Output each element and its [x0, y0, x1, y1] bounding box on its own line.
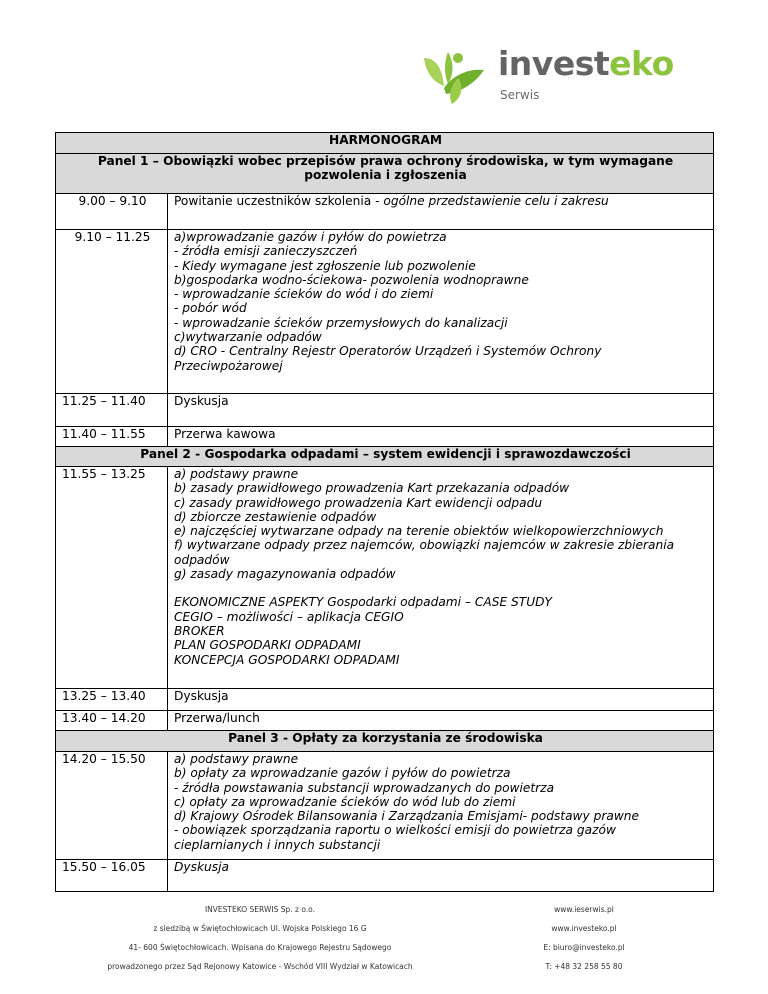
brand-part-2: eko: [609, 44, 674, 83]
content-line: d) zbiorcze zestawienie odpadów: [174, 509, 377, 524]
content-italic-text: ogólne przedstawienie celu i zakresu: [383, 194, 609, 208]
content-line: b)gospodarka wodno-ściekowa- pozwolenia wodnoprawne: [174, 272, 529, 287]
time-cell: 15.50 – 16.05: [56, 860, 168, 892]
content-cell: Dyskusja: [168, 394, 714, 427]
content-line: - obowiązek sporządzania raportu o wielkości emisji do powietrza gazów: [174, 823, 616, 838]
content-line: b) opłaty za wprowadzanie gazów i pyłów do powietrza: [174, 766, 511, 781]
content-line: cieplarnianych i innych substancji: [174, 837, 381, 852]
content-cell: [168, 230, 714, 394]
footer-address: z siedzibą w Świętochłowicach Ul. Wojska Polskiego 16 G: [153, 924, 367, 933]
table-title-row: [56, 133, 714, 154]
content-line: c) zasady prawidłowego prowadzenia Kart ewidencji odpadu: [174, 495, 543, 510]
content-line: - wprowadzanie ścieków przemysłowych do kanalizacji: [174, 315, 508, 330]
time-cell: 9.00 – 9.10: [56, 194, 168, 230]
content-line: b) zasady prawidłowego prowadzenia Kart przekazania odpadów: [174, 481, 570, 496]
content-cell: Dyskusja: [168, 689, 714, 711]
footer-website-2: www.investeko.pl: [551, 924, 617, 933]
footer-phone: T: +48 32 258 55 80: [545, 962, 623, 971]
content-line: a) podstawy prawne: [174, 467, 299, 481]
footer-email: E: biuro@investeko.pl: [543, 943, 625, 952]
content-line: c) opłaty za wprowadzanie ścieków do wód lub do ziemi: [174, 794, 516, 809]
content-line: f) wytwarzane odpady przez najemców, obowiązki najemców w zakresie zbierania: [174, 538, 675, 553]
table-row: [56, 230, 714, 394]
panel-header-row: [56, 731, 714, 752]
table-row: [56, 752, 714, 860]
investeko-logo: [418, 42, 674, 112]
brand-part-1: invest: [498, 44, 610, 83]
time-cell: 11.55 – 13.25: [56, 467, 168, 689]
panel-1-title: Panel 1 – Obowiązki wobec przepisów prawa ochrony środowiska, w tym wymagane pozwolenia i zgłoszenia: [56, 154, 714, 194]
content-cell: [168, 752, 714, 860]
content-line: EKONOMICZNE ASPEKTY Gospodarki odpadami – CASE STUDY: [174, 595, 552, 610]
table-row: [56, 427, 714, 447]
content-line: KONCEPCJA GOSPODARKI ODPADAMI: [174, 652, 400, 667]
content-line: Przeciwpożarowej: [174, 358, 283, 373]
content-line: odpadów: [174, 552, 230, 567]
content-line: c)wytwarzanie odpadów: [174, 330, 322, 345]
brand-name: [498, 44, 674, 83]
content-line: PLAN GOSPODARKI ODPADAMI: [174, 638, 361, 653]
time-cell: 9.10 – 11.25: [56, 230, 168, 394]
content-line: e) najczęściej wytwarzane odpady na terenie obiektów wielkopowierzchniowych: [174, 524, 664, 539]
content-cell: Przerwa/lunch: [168, 711, 714, 731]
panel-2-title: Panel 2 - Gospodarka odpadami – system ewidencji i sprawozdawczości: [56, 447, 714, 467]
table-row: [56, 860, 714, 892]
footer-registry: 41- 600 Świętochłowicach. Wpisana do Krajowego Rejestru Sądowego: [128, 943, 392, 952]
time-cell: 11.25 – 11.40: [56, 394, 168, 427]
panel-header-row: [56, 447, 714, 467]
content-line: - źródła emisji zanieczyszczeń: [174, 244, 358, 259]
footer-company: INVESTEKO SERWIS Sp. z o.o.: [204, 905, 316, 914]
content-line: - źródła powstawania substancji wprowadzanych do powietrza: [174, 780, 555, 795]
table-row: [56, 711, 714, 731]
time-cell: 13.40 – 14.20: [56, 711, 168, 731]
content-line: d) CRO - Centralny Rejestr Operatorów Urządzeń i Systemów Ochrony: [174, 344, 602, 359]
table-row: [56, 689, 714, 711]
content-line: CEGIO – możliwości – aplikacja CEGIO: [174, 609, 404, 624]
footer-court: prowadzonego przez Sąd Rejonowy Katowice - Wschód VIII Wydział w Katowicach: [107, 962, 413, 971]
brand-subtitle: Serwis: [500, 88, 540, 102]
schedule-title: HARMONOGRAM: [56, 133, 714, 154]
footer-website-1: www.ieserwis.pl: [554, 905, 614, 914]
table-row: [56, 194, 714, 230]
time-cell: 11.40 – 11.55: [56, 427, 168, 447]
time-cell: 13.25 – 13.40: [56, 689, 168, 711]
content-cell: [168, 194, 714, 230]
content-line: - wprowadzanie ścieków do wód i do ziemi: [174, 287, 434, 302]
content-line: BROKER: [174, 623, 225, 638]
content-line: a) podstawy prawne: [174, 752, 299, 766]
table-row: [56, 394, 714, 427]
content-cell: Przerwa kawowa: [168, 427, 714, 447]
table-row: [56, 467, 714, 689]
panel-header-row: [56, 154, 714, 194]
leaf-logo-icon: [418, 48, 494, 108]
time-cell: 14.20 – 15.50: [56, 752, 168, 860]
content-cell: Dyskusja: [168, 860, 714, 892]
schedule-table: [55, 132, 714, 892]
content-line: - pobór wód: [174, 301, 247, 316]
content-line: d) Krajowy Ośrodek Bilansowania i Zarządzania Emisjami- podstawy prawne: [174, 809, 640, 824]
content-line: a)wprowadzanie gazów i pyłów do powietrza: [174, 230, 447, 244]
content-cell: [168, 467, 714, 689]
panel-3-title: Panel 3 - Opłaty za korzystania ze środowiska: [56, 731, 714, 752]
content-line: g) zasady magazynowania odpadów: [174, 567, 396, 582]
content-line: - Kiedy wymagane jest zgłoszenie lub pozwolenie: [174, 258, 476, 273]
content-text: Powitanie uczestników szkolenia -: [174, 194, 384, 208]
